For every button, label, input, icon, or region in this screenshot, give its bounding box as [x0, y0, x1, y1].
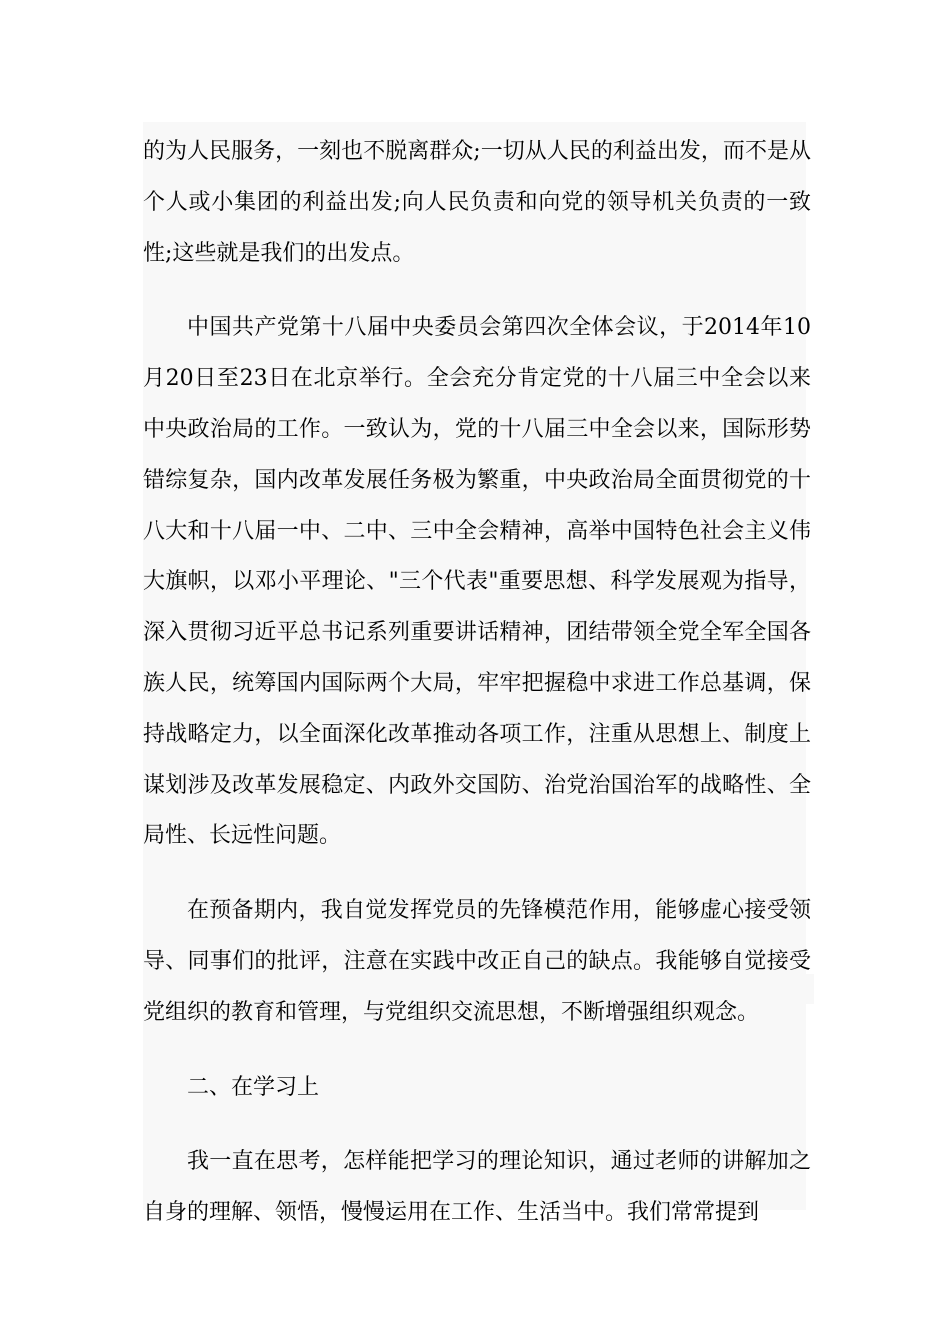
- paragraph-spacer: [143, 862, 811, 886]
- document-body: [143, 127, 811, 1239]
- paragraph-study: 我一直在思考，怎样能把学习的理论知识，通过老师的讲解加之自身的理解、领悟，慢慢运用在工作、生活当中。我们常常提到: [143, 1149, 811, 1226]
- paragraph-probation-period: 在预备期内，我自觉发挥党员的先锋模范作用，能够虚心接受领导、同事们的批评，注意在实践中改正自己的缺点。我能够自觉接受党组织的教育和管理，与党组织交流思想，不断增强组织观念。: [143, 898, 811, 1025]
- paragraph-plenary-session: 中国共产党第十八届中央委员会第四次全体会议，于2014年10月20日至23日在北京举行。全会充分肯定党的十八届三中全会以来中央政治局的工作。一致认为，党的十八届三中全会以来，国际形势错综复杂，国内改革发展任务极为繁重，中央政治局全面贯彻党的十八大和十八届一中、二中、三中全会精神，高举中国特色社会主义伟大旗帜，以邓小平理论、"三个代表"重要思想、科学发展观为指导，深入贯彻习近平总书记系列重要讲话精神，团结带领全党全军全国各族人民，统筹国内国际两个大局，牢牢把握稳中求进工作总基调，保持战略定力，以全面深化改革推动各项工作，注重从思想上、制度上谋划涉及改革发展稳定、内政外交国防、治党治国治军的战略性、全局性、长远性问题。: [143, 315, 811, 849]
- section-heading-study: 二、在学习上: [187, 1074, 320, 1100]
- paragraph-spacer: [143, 1113, 811, 1137]
- paragraph-spacer: [143, 279, 811, 303]
- paragraph-spacer: [143, 1039, 811, 1063]
- paragraph-continuation: 的为人民服务，一刻也不脱离群众;一切从人民的利益出发，而不是从个人或小集团的利益出发;向人民负责和向党的领导机关负责的一致性;这些就是我们的出发点。: [143, 139, 811, 266]
